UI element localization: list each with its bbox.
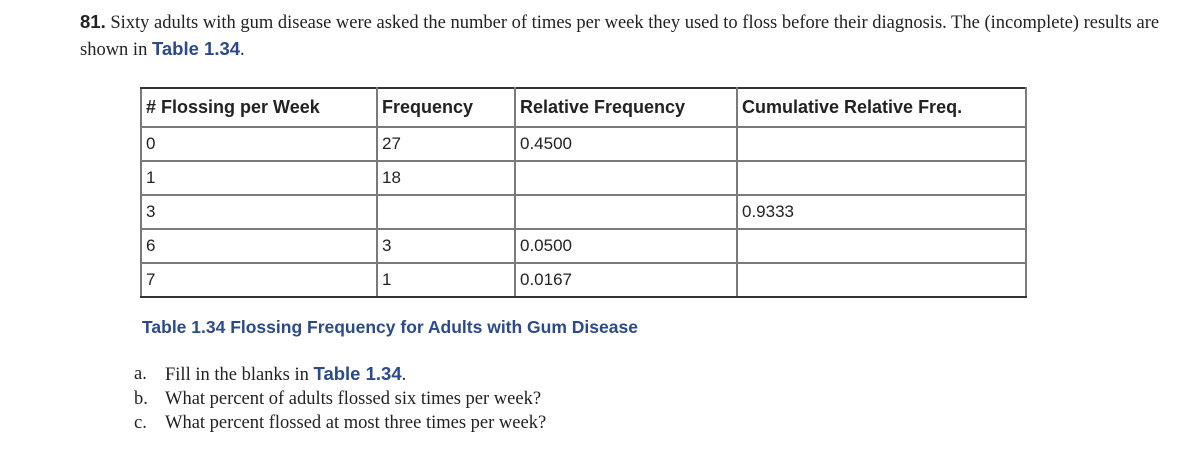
question-letter: b. <box>134 389 148 409</box>
cell-cumulative <box>737 127 1026 161</box>
table-row <box>141 195 1026 229</box>
flossing-frequency-table <box>140 87 1027 298</box>
table-reference-link[interactable]: Table 1.34 <box>313 363 402 384</box>
cell-cumulative <box>737 229 1026 263</box>
table-caption: Table 1.34 Flossing Frequency for Adults with Gum Disease <box>142 317 638 337</box>
cell-flossing: 6 <box>141 229 377 263</box>
cell-relative-frequency: 0.0500 <box>515 229 737 263</box>
table-reference-link[interactable]: Table 1.34 <box>151 38 241 59</box>
question-text-body: Fill in the blanks in <box>165 365 314 385</box>
cell-relative-frequency: 0.4500 <box>515 127 737 161</box>
cell-flossing: 0 <box>141 127 377 161</box>
cell-cumulative <box>737 161 1026 195</box>
question-list <box>134 362 546 435</box>
table-row <box>141 161 1026 195</box>
header-frequency: Frequency <box>377 88 515 127</box>
table-header-row <box>141 88 1026 127</box>
question-letter: a. <box>134 364 147 384</box>
problem-number: 81. <box>80 11 106 32</box>
cell-flossing: 7 <box>141 263 377 297</box>
cell-frequency: 18 <box>377 161 515 195</box>
question-item-b <box>134 387 546 411</box>
table-row <box>141 229 1026 263</box>
cell-flossing: 3 <box>141 195 377 229</box>
problem-statement <box>80 9 1180 63</box>
question-item-c <box>134 411 546 435</box>
problem-text: Sixty adults with gum disease were asked the number of times per week they used to floss before their diagnosis. The (incomplete) results are shown in <box>80 13 1160 60</box>
question-letter: c. <box>134 413 147 433</box>
header-cumulative-relative-freq: Cumulative Relative Freq. <box>737 88 1026 127</box>
cell-flossing: 1 <box>141 161 377 195</box>
cell-cumulative: 0.9333 <box>737 195 1026 229</box>
table-row <box>141 127 1026 161</box>
question-text: What percent flossed at most three times per week? <box>165 413 547 433</box>
question-text: What percent of adults flossed six times per week? <box>165 389 542 409</box>
cell-frequency: 1 <box>377 263 515 297</box>
question-text <box>165 362 406 387</box>
cell-relative-frequency <box>515 161 737 195</box>
cell-frequency <box>377 195 515 229</box>
cell-frequency: 3 <box>377 229 515 263</box>
header-relative-frequency: Relative Frequency <box>515 88 737 127</box>
question-item-a <box>134 362 546 387</box>
cell-relative-frequency <box>515 195 737 229</box>
header-flossing-per-week: # Flossing per Week <box>141 88 377 127</box>
table-row <box>141 263 1026 297</box>
question-end: . <box>401 365 407 385</box>
cell-relative-frequency: 0.0167 <box>515 263 737 297</box>
cell-cumulative <box>737 263 1026 297</box>
problem-end: . <box>240 40 245 60</box>
cell-frequency: 27 <box>377 127 515 161</box>
